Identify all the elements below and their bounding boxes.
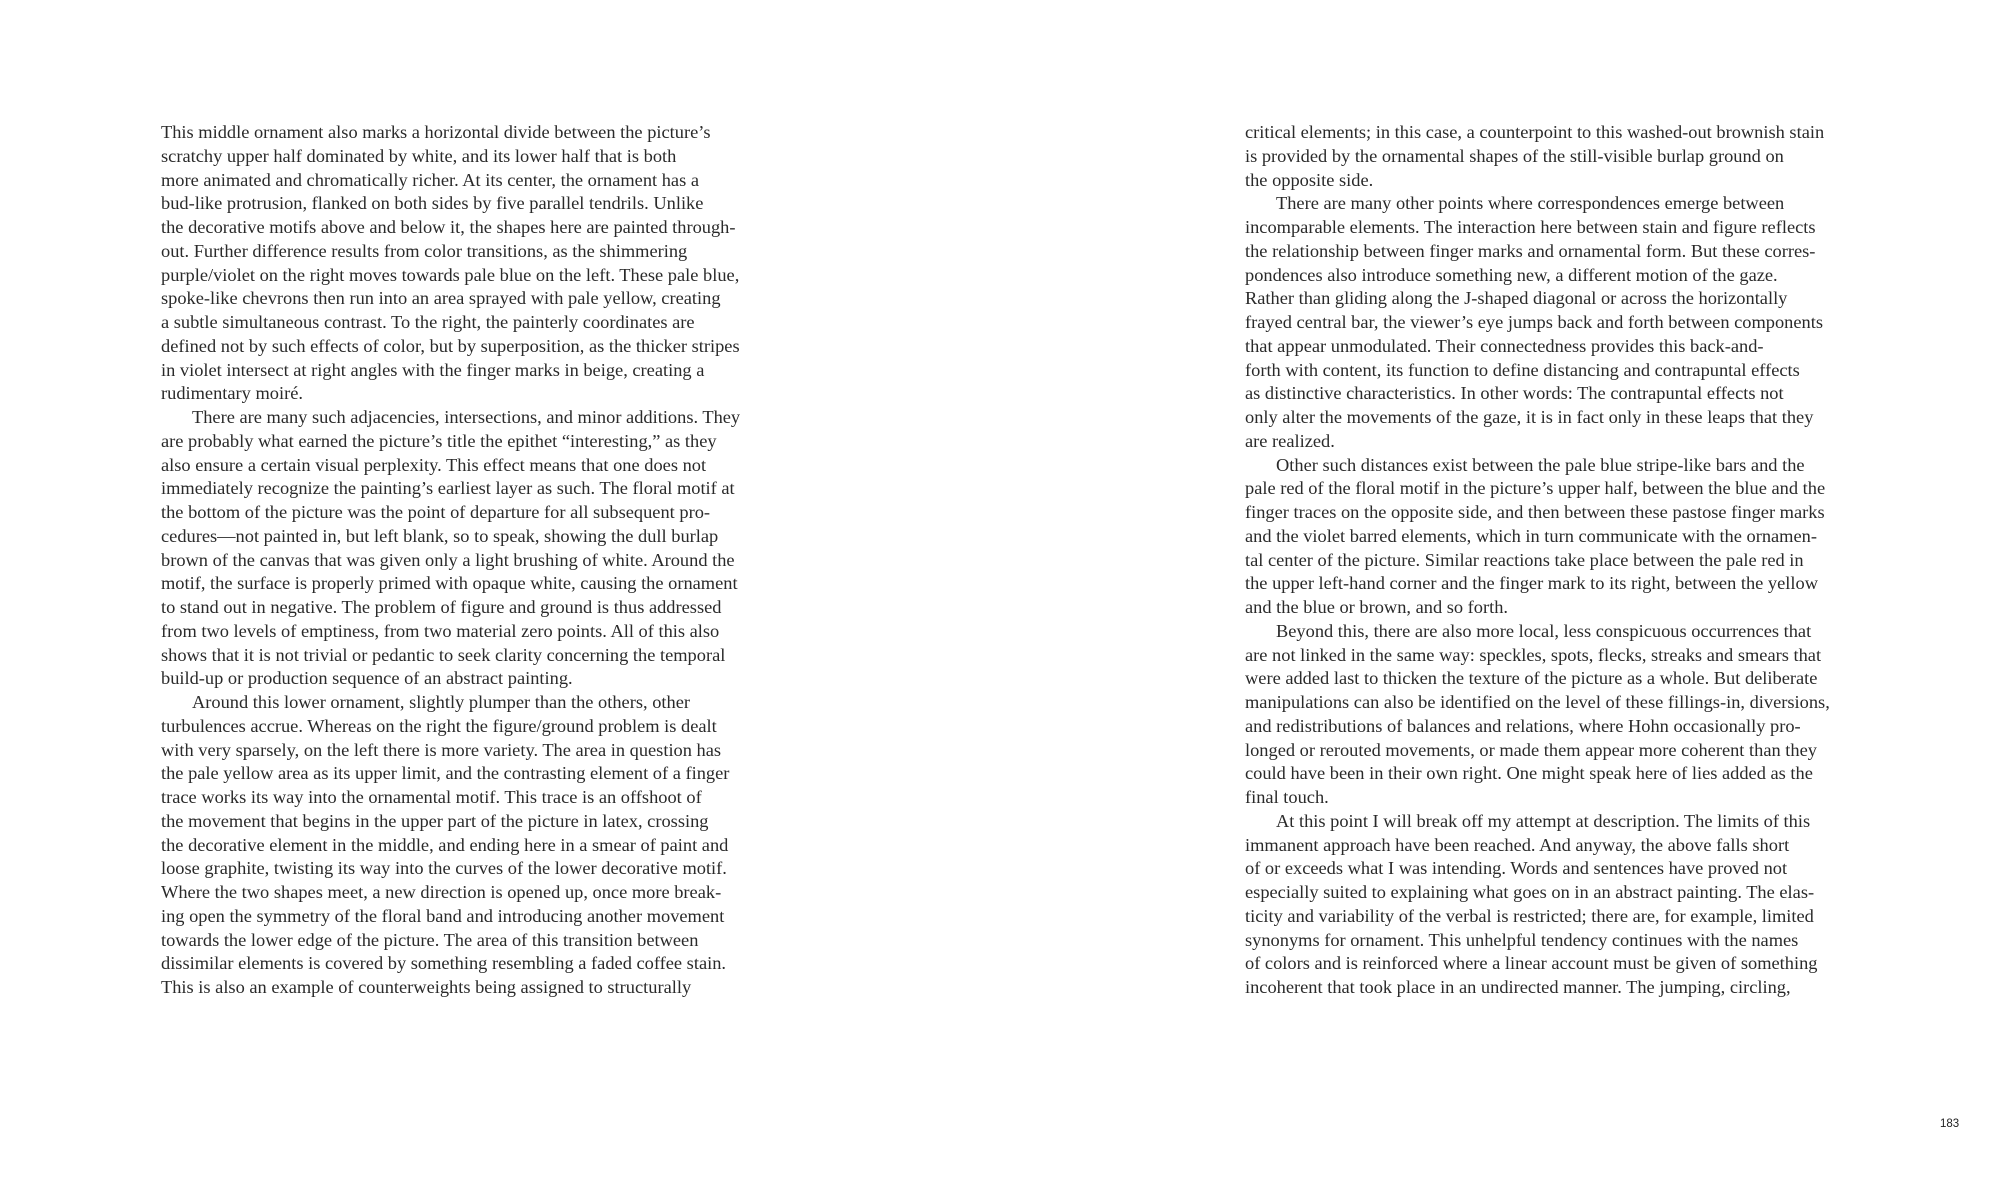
text-line: of colors and is reinforced where a linear account must be given of something (1245, 953, 1818, 974)
text-line: are not linked in the same way: speckles, spots, flecks, streaks and smears that (1245, 644, 1822, 665)
text-line: the opposite side. (1245, 169, 1374, 190)
text-line: longed or rerouted movements, or made them appear more coherent than they (1245, 739, 1817, 760)
text-line: Other such distances exist between the pale blue stripe-like bars and the (1276, 454, 1805, 475)
text-line: defined not by such effects of color, but by superposition, as the thicker stripes (161, 335, 740, 356)
text-line: towards the lower edge of the picture. The area of this transition between (161, 929, 699, 950)
text-line: shows that it is not trivial or pedantic to seek clarity concerning the temporal (161, 644, 726, 665)
page-number: 183 (1940, 1118, 1960, 1130)
text-line: the bottom of the picture was the point of departure for all subsequent pro- (161, 502, 711, 522)
text-line: final touch. (1245, 787, 1329, 807)
text-line: motif, the surface is properly primed with opaque white, causing the ornament (161, 573, 738, 594)
text-line: out. Further difference results from color transitions, as the shimmering (161, 240, 688, 261)
text-line: critical elements; in this case, a counterpoint to this washed-out brownish stain (1245, 122, 1825, 142)
text-line: bud-like protrusion, flanked on both sides by five parallel tendrils. Unlike (161, 193, 704, 214)
text-line: rudimentary moiré. (161, 383, 303, 404)
text-line: There are many such adjacencies, intersections, and minor additions. They (192, 407, 741, 427)
text-line: This is also an example of counterweights being assigned to structurally (161, 977, 692, 997)
right-page-text-column (1245, 121, 1885, 1000)
text-line: At this point I will break off my attempt at description. The limits of this (1276, 810, 1811, 831)
text-line: Rather than gliding along the J-shaped diagonal or across the horizontally (1245, 288, 1788, 309)
text-line: are probably what earned the picture’s title the epithet “interesting,” as they (161, 430, 717, 451)
text-line: the decorative motifs above and below it, the shapes here are painted through- (161, 217, 736, 237)
text-line: build-up or production sequence of an abstract painting. (161, 668, 573, 689)
text-line: only alter the movements of the gaze, it is in fact only in these leaps that they (1245, 407, 1814, 427)
text-line: This middle ornament also marks a horizontal divide between the picture’s (161, 122, 711, 142)
text-line: also ensure a certain visual perplexity. This effect means that one does not (161, 454, 707, 475)
text-line: is provided by the ornamental shapes of the still-visible burlap ground on (1245, 145, 1784, 166)
text-line: loose graphite, twisting its way into the curves of the lower decorative motif. (161, 858, 727, 879)
text-line: are realized. (1245, 430, 1335, 451)
text-line: tal center of the picture. Similar reactions take place between the pale red in (1245, 549, 1804, 570)
text-line: that appear unmodulated. Their connectedness provides this back-and- (1245, 335, 1764, 356)
text-line: brown of the canvas that was given only a light brushing of white. Around the (161, 549, 735, 570)
text-line: the movement that begins in the upper part of the picture in latex, crossing (161, 810, 709, 831)
text-line: incomparable elements. The interaction here between stain and figure reflects (1245, 217, 1816, 237)
text-line: the decorative element in the middle, and ending here in a smear of paint and (161, 834, 729, 855)
text-line: finger traces on the opposite side, and then between these pastose finger marks (1245, 502, 1825, 522)
text-line: of or exceeds what I was intending. Words and sentences have proved not (1245, 858, 1788, 879)
text-line: pondences also introduce something new, a different motion of the gaze. (1245, 264, 1778, 285)
left-page-text-column (161, 121, 801, 1000)
text-line: as distinctive characteristics. In other words: The contrapuntal effects not (1245, 383, 1784, 404)
text-line: trace works its way into the ornamental motif. This trace is an offshoot of (161, 787, 702, 807)
text-line: the upper left-hand corner and the finger mark to its right, between the yellow (1245, 573, 1818, 594)
text-line: especially suited to explaining what goes on in an abstract painting. The elas- (1245, 882, 1815, 902)
text-line: forth with content, its function to define distancing and contrapuntal effects (1245, 359, 1800, 380)
text-line: There are many other points where correspondences emerge between (1276, 193, 1785, 214)
text-line: were added last to thicken the texture of the picture as a whole. But deliberate (1245, 668, 1818, 689)
text-line: with very sparsely, on the left there is more variety. The area in question has (161, 739, 722, 760)
text-line: immediately recognize the painting’s earliest layer as such. The floral motif at (161, 478, 735, 499)
text-line: to stand out in negative. The problem of figure and ground is thus addressed (161, 597, 722, 617)
text-line: frayed central bar, the viewer’s eye jumps back and forth between components (1245, 312, 1824, 332)
text-line: incoherent that took place in an undirected manner. The jumping, circling, (1245, 977, 1791, 997)
text-line: spoke-like chevrons then run into an area sprayed with pale yellow, creating (161, 288, 721, 309)
text-line: from two levels of emptiness, from two material zero points. All of this also (161, 620, 720, 641)
text-line: dissimilar elements is covered by something resembling a faded coffee stain. (161, 953, 727, 974)
text-line: Where the two shapes meet, a new direction is opened up, once more break- (161, 882, 722, 902)
text-line: ticity and variability of the verbal is restricted; there are, for example, limited (1245, 905, 1814, 926)
text-line: purple/violet on the right moves towards pale blue on the left. These pale blue, (161, 264, 740, 285)
text-line: manipulations can also be identified on the level of these fillings-in, diversions, (1245, 692, 1830, 712)
text-line: more animated and chromatically richer. At its center, the ornament has a (161, 169, 700, 190)
text-line: synonyms for ornament. This unhelpful tendency continues with the names (1245, 929, 1799, 950)
text-line: the relationship between finger marks and ornamental form. But these corres- (1245, 240, 1816, 261)
text-line: ing open the symmetry of the floral band and introducing another movement (161, 905, 725, 926)
text-line: Around this lower ornament, slightly plumper than the others, other (192, 692, 690, 712)
text-line: could have been in their own right. One might speak here of lies added as the (1245, 763, 1813, 784)
text-line: and the violet barred elements, which in turn communicate with the ornamen- (1245, 525, 1817, 546)
text-line: immanent approach have been reached. And anyway, the above falls short (1245, 834, 1790, 855)
text-line: in violet intersect at right angles with the finger marks in beige, creating a (161, 359, 705, 380)
text-line: pale red of the floral motif in the picture’s upper half, between the blue and the (1245, 478, 1826, 499)
text-line: cedures—not painted in, but left blank, so to speak, showing the dull burlap (161, 525, 719, 546)
text-line: and redistributions of balances and relations, where Hohn occasionally pro- (1245, 715, 1801, 736)
text-line: and the blue or brown, and so forth. (1245, 597, 1509, 617)
text-line: turbulences accrue. Whereas on the right the figure/ground problem is dealt (161, 715, 717, 736)
text-line: a subtle simultaneous contrast. To the right, the painterly coordinates are (161, 312, 695, 332)
text-line: Beyond this, there are also more local, less conspicuous occurrences that (1276, 620, 1812, 641)
text-line: the pale yellow area as its upper limit, and the contrasting element of a finger (161, 763, 730, 784)
text-line: scratchy upper half dominated by white, and its lower half that is both (161, 145, 677, 166)
